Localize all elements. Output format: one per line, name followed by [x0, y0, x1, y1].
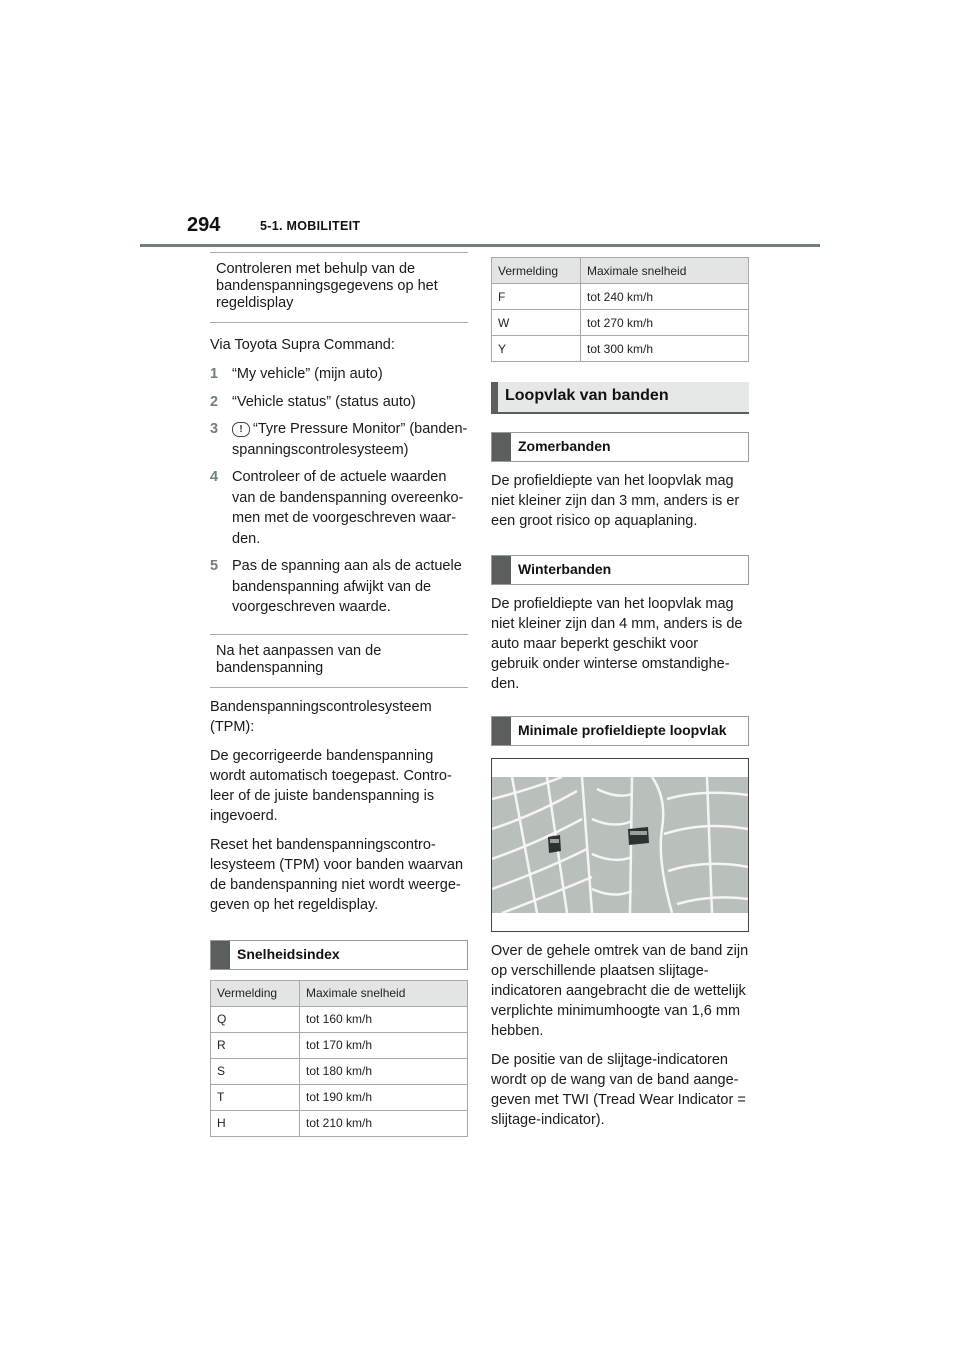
- table-row: H tot 210 km/h: [211, 1110, 468, 1136]
- step-number: 2: [210, 393, 219, 410]
- step-item: [210, 419, 468, 460]
- page-number: 294: [187, 214, 221, 236]
- step-text: “Tyre Pressure Monitor” (banden-spanningscontrolesysteem): [232, 421, 468, 458]
- winter-tyres-text: De profieldiepte van het loopvlak mag niet kleiner zijn dan 4 mm, anders is de auto maar beperkt geschikt voor gebruik onder winterse omstandighe-den.: [491, 596, 743, 692]
- speed-index-table-continued: [491, 257, 749, 362]
- after-adjust-heading: Na het aanpassen van de bandenspanning: [210, 634, 468, 688]
- table-row: Q tot 160 km/h: [211, 1006, 468, 1032]
- intro-text: Via Toyota Supra Command:: [210, 337, 395, 353]
- header-divider: [140, 244, 820, 247]
- step-list: [210, 364, 468, 618]
- left-column: [210, 252, 468, 1137]
- step-text: Pas de spanning aan als de actuele bandenspanning afwijkt van de voorgeschreven waarde.: [232, 558, 462, 615]
- column-header: Maximale snelheid: [581, 258, 749, 284]
- right-column: [491, 257, 749, 1139]
- column-header: Vermelding: [211, 980, 300, 1006]
- table-row: T tot 190 km/h: [211, 1084, 468, 1110]
- twi-position-text: De positie van de slijtage-indicatoren wordt op de wang van de band aange-geven met TWI (Tread Wear Indicator = slijtage-indicator).: [491, 1052, 746, 1128]
- warning-icon: !: [232, 422, 250, 437]
- step-content: [232, 419, 468, 460]
- column-header: Maximale snelheid: [300, 980, 468, 1006]
- step-number: 4: [210, 469, 219, 485]
- tire-tread-graphic: [492, 759, 748, 931]
- step-number: 3: [210, 421, 219, 437]
- step-text: Controleer of de actuele waarden van de bandenspanning overeenko-men met de voorgeschreven waar-den.: [232, 469, 464, 547]
- table-row: R tot 170 km/h: [211, 1032, 468, 1058]
- step-number: 5: [210, 558, 219, 574]
- step-item: [210, 467, 468, 549]
- table-header-row: [211, 980, 468, 1006]
- check-heading: Controleren met behulp van de bandenspanningsgegevens op het regeldisplay: [210, 252, 468, 323]
- table-row: F tot 240 km/h: [492, 284, 749, 310]
- summer-tyres-heading: Zomerbanden: [491, 432, 749, 462]
- winter-tyres-heading: Winterbanden: [491, 555, 749, 585]
- tread-wear-illustration: [491, 758, 749, 932]
- step-item: [210, 556, 468, 618]
- step-text: “My vehicle” (mijn auto): [232, 366, 383, 382]
- section-title: 5-1. MOBILITEIT: [260, 219, 361, 233]
- table-row: Y tot 300 km/h: [492, 336, 749, 362]
- step-item: [210, 392, 468, 413]
- tpm-reset-paragraph: Reset het bandenspanningscontro-lesysteem (TPM) voor banden waarvan de bandenspanning niet wordt weerge-geven op het regeldisplay.: [210, 836, 464, 913]
- tpm-paragraph: De gecorrigeerde bandenspanning wordt automatisch toegepast. Contro-leer of de juiste bandenspanning is ingevoerd.: [210, 747, 452, 824]
- tpm-label: Bandenspanningscontrolesysteem (TPM):: [210, 698, 432, 735]
- summer-tyres-text: De profieldiepte van het loopvlak mag niet kleiner zijn dan 3 mm, anders is er een groot risico op aquaplaning.: [491, 473, 740, 529]
- table-row: W tot 270 km/h: [492, 310, 749, 336]
- tread-heading: Loopvlak van banden: [491, 382, 749, 414]
- speed-index-table: [210, 980, 468, 1137]
- wear-indicator-text: Over de gehele omtrek van de band zijn op verschillende plaatsen slijtage-indicatoren aangebracht die de wettelijk verplichte minimumhoogte van 1,6 mm hebben.: [491, 943, 749, 1039]
- step-item: [210, 364, 468, 385]
- column-header: Vermelding: [492, 258, 581, 284]
- speed-index-heading: Snelheidsindex: [210, 940, 468, 970]
- table-header-row: [492, 258, 749, 284]
- step-number: 1: [210, 366, 219, 382]
- step-text: “Vehicle status” (status auto): [232, 393, 416, 410]
- table-row: S tot 180 km/h: [211, 1058, 468, 1084]
- min-tread-heading: Minimale profieldiepte loopvlak: [491, 716, 749, 746]
